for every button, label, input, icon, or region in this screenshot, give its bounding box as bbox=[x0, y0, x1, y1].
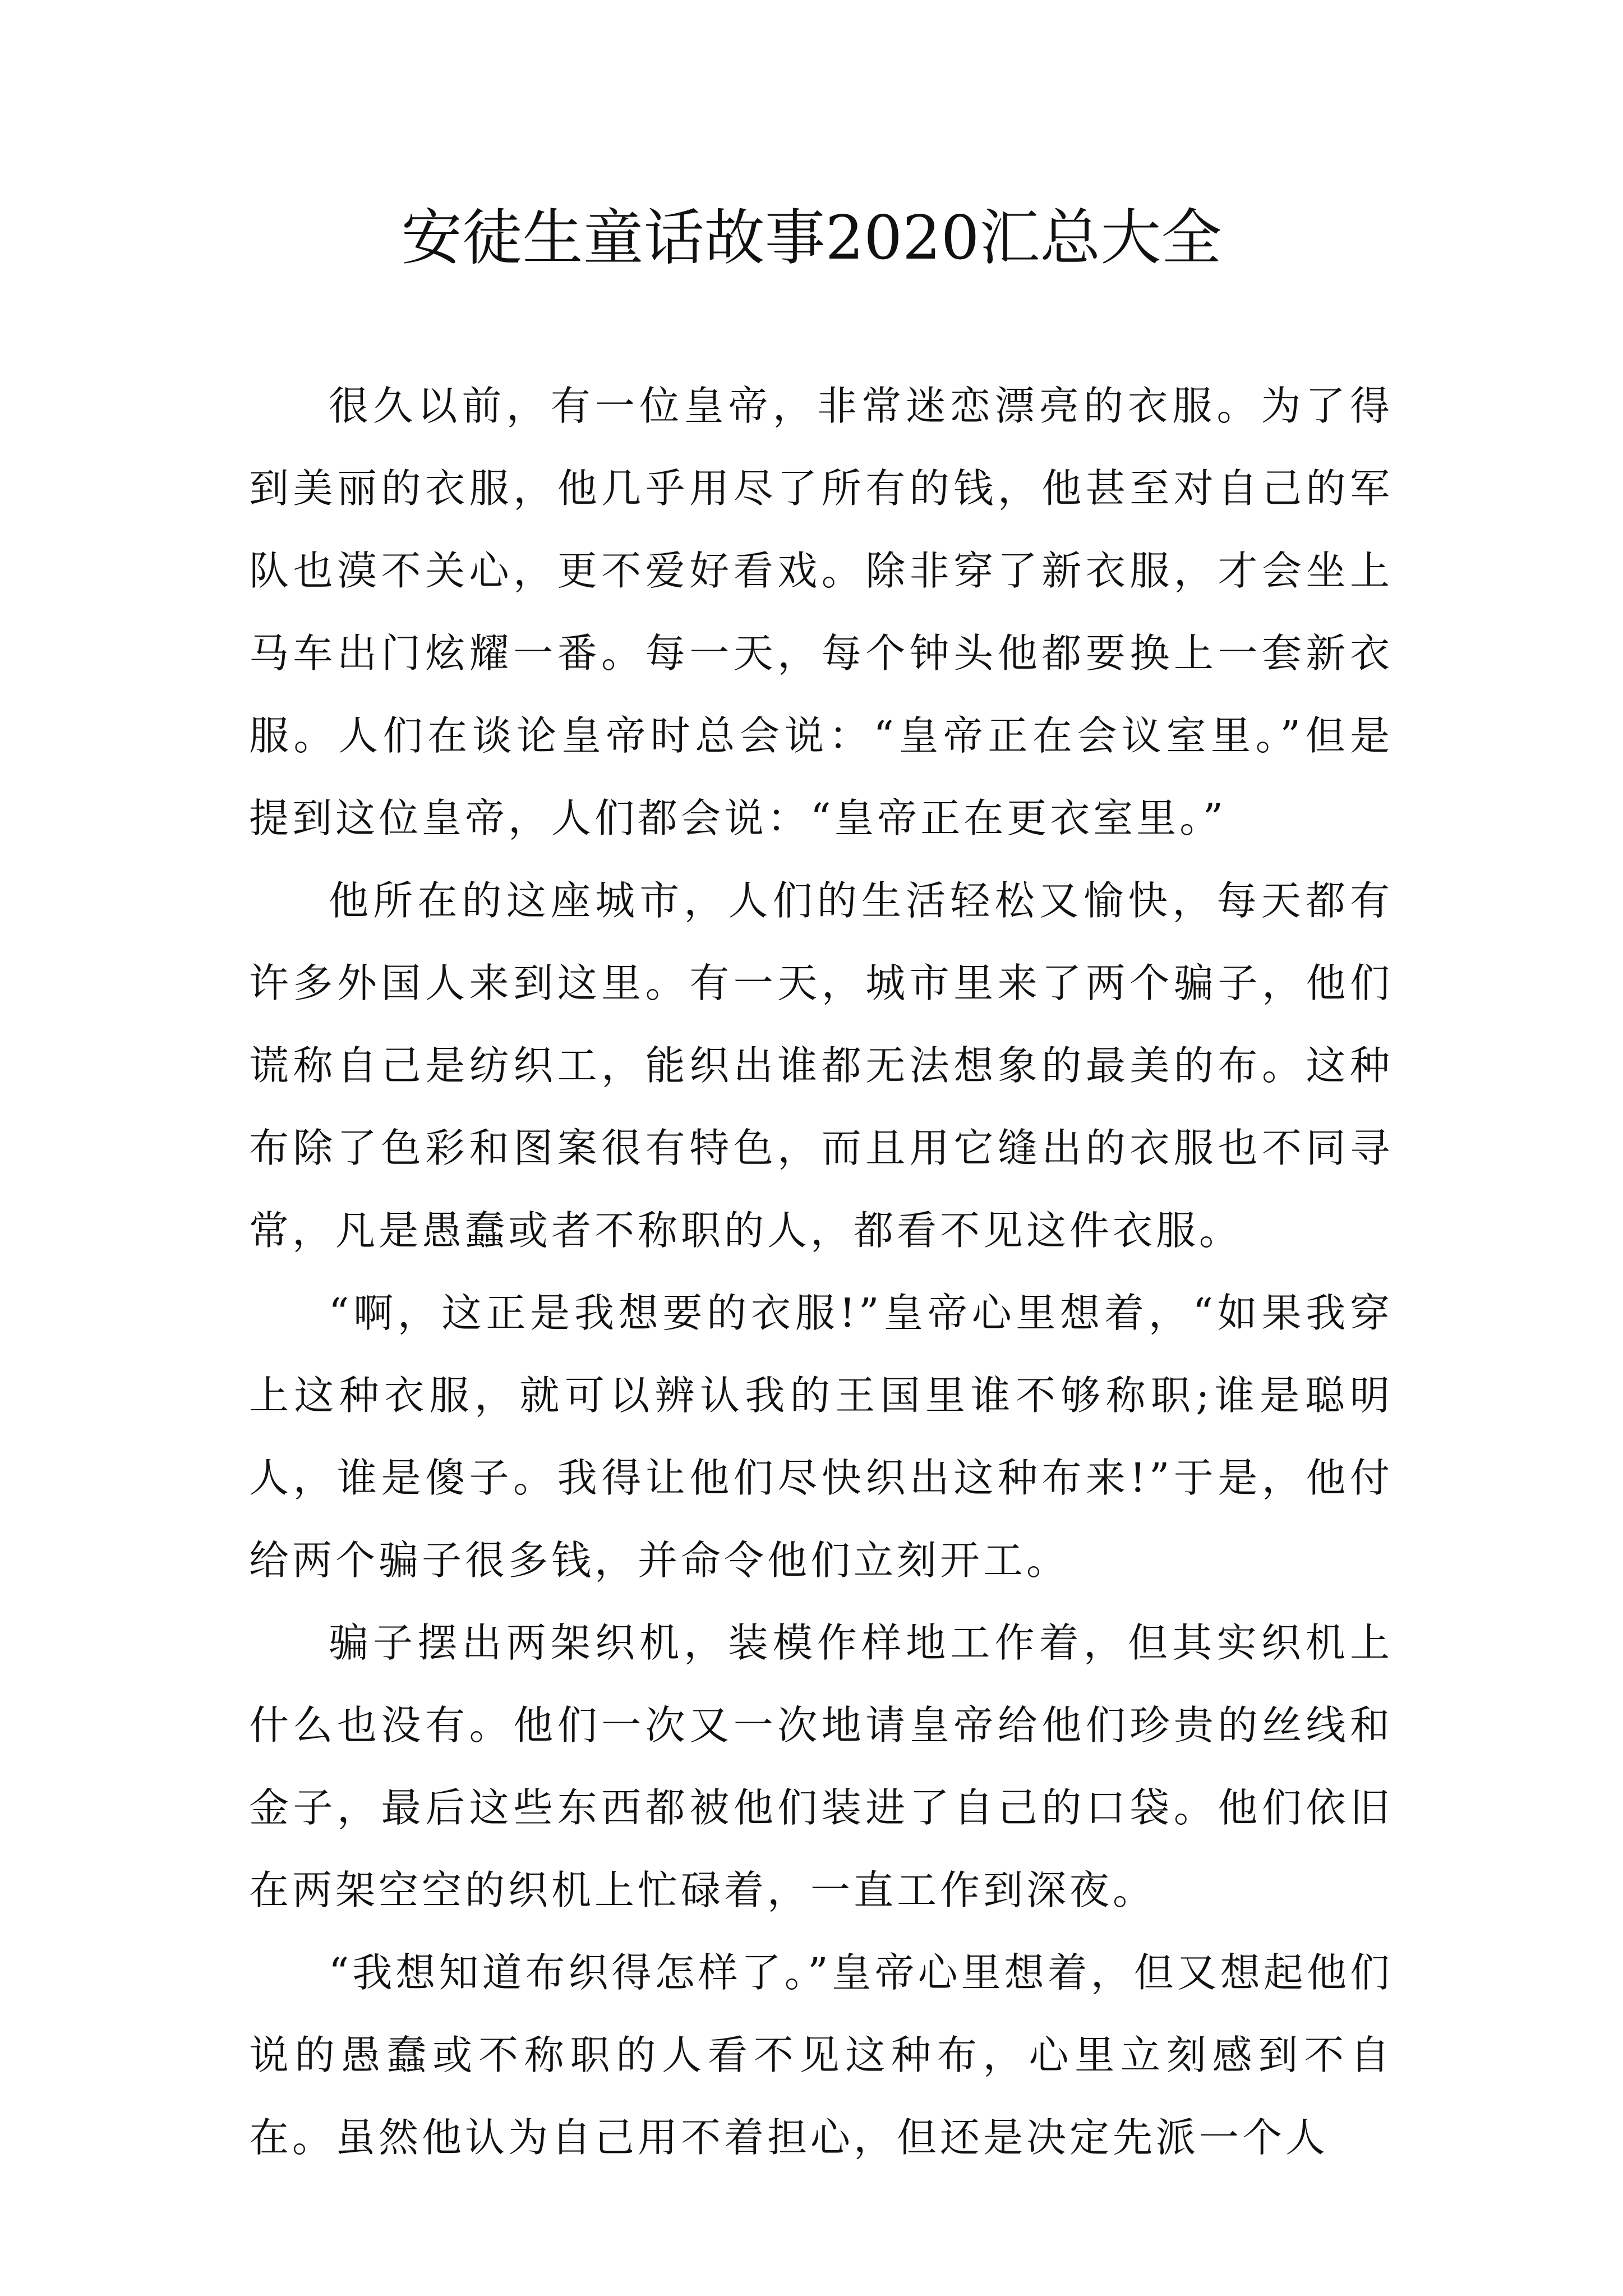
paragraph: “啊，这正是我想要的衣服!”皇帝心里想着，“如果我穿上这种衣服，就可以辨认我的王国里谁不够称职;谁是聪明人，谁是傻子。我得让他们尽快织出这种布来!”于是，他付给两个骗子很多钱，并命令他们立刻开工。 bbox=[249, 1290, 1393, 1584]
paragraph: 很久以前，有一位皇帝，非常迷恋漂亮的衣服。为了得到美丽的衣服，他几乎用尽了所有的钱，他甚至对自己的军队也漠不关心，更不爱好看戏。除非穿了新衣服，才会坐上马车出门炫耀一番。每一天，每个钟头他都要换上一套新衣服。人们在谈论皇帝时总会说：“皇帝正在会议室里。”但是提到这位皇帝，人们都会说：“皇帝正在更衣室里。” bbox=[249, 383, 1393, 841]
paragraph: “我想知道布织得怎样了。”皇帝心里想着，但又想起他们说的愚蠢或不称职的人看不见这种布，心里立刻感到不自在。虽然他认为自己用不着担心，但还是决定先派一个人 bbox=[249, 1949, 1393, 2161]
document-body bbox=[249, 365, 1393, 2179]
document-title: 安徒生童话故事2020汇总大全 bbox=[401, 203, 1222, 273]
paragraph: 他所在的这座城市，人们的生活轻松又愉快，每天都有许多外国人来到这里。有一天，城市里来了两个骗子，他们谎称自己是纺织工，能织出谁都无法想象的最美的布。这种布除了色彩和图案很有特色，而且用它缝出的衣服也不同寻常，凡是愚蠢或者不称职的人，都看不见这件衣服。 bbox=[249, 877, 1393, 1254]
paragraph: 骗子摆出两架织机，装模作样地工作着，但其实织机上什么也没有。他们一次又一次地请皇帝给他们珍贵的丝线和金子，最后这些东西都被他们装进了自己的口袋。他们依旧在两架空空的织机上忙碌着，一直工作到深夜。 bbox=[249, 1619, 1393, 1913]
